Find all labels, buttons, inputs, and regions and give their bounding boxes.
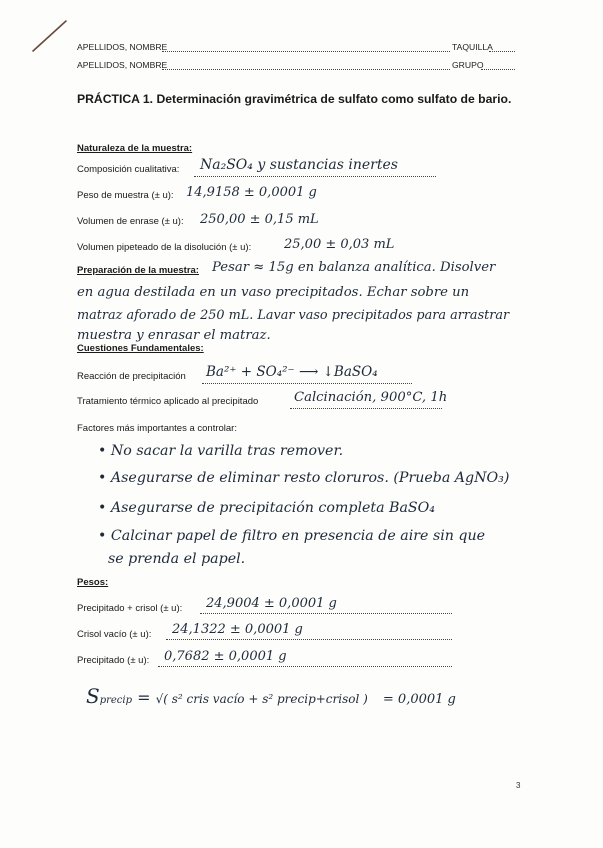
reaction-label: Reacción de precipitación — [77, 371, 186, 382]
factor-text: Asegurarse de precipitación completa BaSO₄ — [110, 500, 435, 516]
sample-weight-value: 14,9158 ± 0,0001 g — [186, 185, 317, 200]
thermal-treatment-line — [290, 408, 442, 409]
factor-text: Asegurarse de eliminar resto cloruros. (Prueba AgNO₃) — [110, 470, 510, 486]
factor-item-1: • No sacar la varilla tras remover. — [98, 443, 344, 459]
surnames-label-1: APELLIDOS, NOMBRE — [77, 42, 168, 52]
factor-item-4: • Calcinar papel de filtro en presencia de aire sin que — [98, 528, 486, 544]
surnames-label-2: APELLIDOS, NOMBRE — [77, 60, 168, 70]
reaction-value: Ba²⁺ + SO₄²⁻ ⟶ ↓BaSO₄ — [206, 364, 378, 380]
page-title: PRÁCTICA 1. Determinación gravimétrica de sulfato como sulfato de bario. — [77, 92, 512, 106]
crisol-value: 24,1322 ± 0,0001 g — [172, 622, 303, 637]
formula-result: = 0,0001 g — [382, 692, 456, 707]
precip-crisol-value: 24,9004 ± 0,0001 g — [206, 596, 337, 611]
sample-nature-heading: Naturaleza de la muestra: — [77, 143, 193, 154]
preparation-line-2: en agua destilada en un vaso precipitados. Echar sobre un — [77, 285, 470, 300]
pipette-volume-value: 25,00 ± 0,03 mL — [284, 237, 395, 252]
volume-label: Volumen de enrase (± u): — [77, 216, 184, 227]
pipette-volume-label: Volumen pipeteado de la disolución (± u): — [77, 242, 252, 253]
weights-heading: Pesos: — [77, 577, 109, 588]
pen-mark — [30, 18, 70, 54]
preparation-line-4: muestra y enrasar el matraz. — [77, 328, 271, 343]
precip-line — [158, 666, 452, 667]
questions-heading: Cuestiones Fundamentales: — [77, 343, 204, 354]
composition-label: Composición cualitativa: — [77, 164, 180, 175]
factor-item-3: • Asegurarse de precipitación completa BaSO₄ — [98, 500, 435, 516]
precip-crisol-label: Precipitado + crisol (± u): — [77, 603, 183, 614]
volume-value: 250,00 ± 0,15 mL — [200, 212, 319, 227]
formula-lhs-subscript: precip — [99, 695, 133, 706]
thermal-treatment-value: Calcinación, 900°C, 1h — [294, 390, 448, 405]
precip-value: 0,7682 ± 0,0001 g — [164, 649, 287, 664]
preparation-line-1: Pesar ≈ 15g en balanza analítica. Disolver — [212, 260, 496, 275]
factor-text: Calcinar papel de filtro en presencia de aire sin que — [110, 528, 486, 544]
sample-weight-label: Peso de muestra (± u): — [77, 190, 174, 201]
uncertainty-formula: Sprecip = √( s² cris vacío + s² precip+crisol ) = 0,0001 g — [86, 684, 456, 708]
crisol-line — [166, 639, 452, 640]
surnames-line-2 — [162, 69, 450, 70]
precip-crisol-line — [200, 613, 452, 614]
formula-body: √( s² cris vacío + s² precip+crisol ) — [155, 692, 368, 706]
thermal-treatment-label: Tratamiento térmico aplicado al precipitado — [77, 396, 259, 407]
preparation-heading: Preparación de la muestra: — [77, 265, 199, 276]
taquilla-line — [489, 51, 515, 52]
page-number: 3 — [516, 781, 521, 790]
factor-item-4-continued: se prenda el papel. — [108, 551, 246, 567]
factor-text: No sacar la varilla tras remover. — [110, 443, 344, 459]
factor-item-2: • Asegurarse de eliminar resto cloruros. (Prueba AgNO₃) — [98, 470, 510, 486]
reaction-line — [202, 383, 412, 384]
precip-label: Precipitado (± u): — [77, 655, 150, 666]
composition-value: Na₂SO₄ y sustancias inertes — [200, 157, 398, 173]
grupo-line — [481, 69, 515, 70]
preparation-line-3: matraz aforado de 250 mL. Lavar vaso precipitados para arrastrar — [77, 308, 510, 323]
factors-label: Factores más importantes a controlar: — [77, 423, 237, 434]
formula-lhs: S — [86, 684, 100, 708]
composition-line — [194, 176, 436, 177]
grupo-label: GRUPO — [452, 60, 484, 70]
crisol-label: Crisol vacío (± u): — [77, 629, 152, 640]
taquilla-label: TAQUILLA — [452, 42, 493, 52]
surnames-line-1 — [162, 51, 450, 52]
